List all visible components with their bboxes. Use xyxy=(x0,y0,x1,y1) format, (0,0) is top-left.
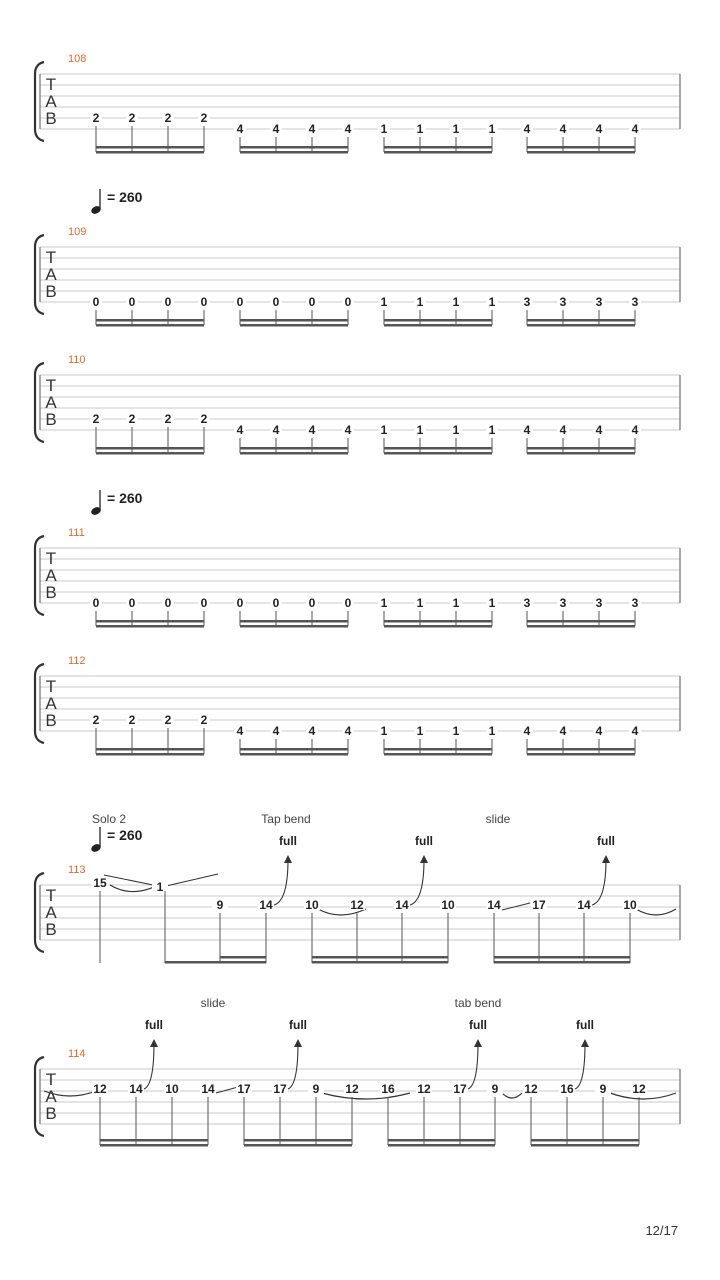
technique-label: Tap bend xyxy=(261,812,311,826)
tempo-marking: = 260 xyxy=(107,490,143,506)
beam xyxy=(100,1139,208,1142)
slide-line xyxy=(166,874,218,886)
bend-arrowhead xyxy=(474,1039,482,1047)
fret-number: 4 xyxy=(272,724,280,738)
fret-number: 1 xyxy=(156,880,164,894)
beam xyxy=(527,319,635,322)
fret-number: 17 xyxy=(532,898,546,912)
tab-letter-t: T xyxy=(45,677,57,696)
fret-number: 3 xyxy=(523,596,531,610)
fret-number: 0 xyxy=(164,596,172,610)
bar-number: 114 xyxy=(68,1048,86,1060)
fret-number: 0 xyxy=(344,596,352,610)
beam xyxy=(384,452,492,455)
beam xyxy=(384,748,492,751)
tie-arc xyxy=(322,1093,410,1099)
fret-number: 4 xyxy=(308,423,316,437)
beam xyxy=(531,1144,639,1147)
bend-arrow xyxy=(410,859,424,905)
fret-number: 14 xyxy=(487,898,501,912)
fret-number: 1 xyxy=(488,423,496,437)
tab-letter-t: T xyxy=(45,1070,57,1089)
tab-letter-a: A xyxy=(45,92,57,111)
staff-system-2 xyxy=(35,354,680,455)
fret-number: 16 xyxy=(560,1082,574,1096)
tab-letter-a: A xyxy=(45,903,57,922)
staff-system-4 xyxy=(35,655,680,756)
beam xyxy=(531,1139,639,1142)
bend-arrow xyxy=(144,1043,154,1089)
fret-number: 2 xyxy=(92,111,100,125)
fret-number: 1 xyxy=(380,122,388,136)
fret-number: 4 xyxy=(308,122,316,136)
fret-number: 14 xyxy=(129,1082,143,1096)
fret-number: 10 xyxy=(305,898,319,912)
fret-number: 14 xyxy=(201,1082,215,1096)
fret-number: 4 xyxy=(631,122,639,136)
fret-number: 0 xyxy=(236,596,244,610)
beam xyxy=(240,753,348,756)
fret-number: 4 xyxy=(523,724,531,738)
beam xyxy=(388,1139,495,1142)
fret-number: 14 xyxy=(395,898,409,912)
fret-number: 10 xyxy=(441,898,455,912)
beam xyxy=(312,956,448,959)
fret-number: 2 xyxy=(92,713,100,727)
fret-number: 4 xyxy=(344,724,352,738)
beam xyxy=(494,956,630,959)
bend-arrowhead xyxy=(150,1039,158,1047)
beam xyxy=(244,1144,352,1147)
staff-system-3 xyxy=(35,490,680,628)
fret-number: 0 xyxy=(128,295,136,309)
fret-number: 1 xyxy=(416,122,424,136)
fret-number: 15 xyxy=(93,876,107,890)
beam xyxy=(384,146,492,149)
tab-letter-b: B xyxy=(45,410,57,429)
tab-letter-a: A xyxy=(45,1087,57,1106)
tab-letter-b: B xyxy=(45,920,57,939)
fret-number: 0 xyxy=(344,295,352,309)
tie-arc xyxy=(636,909,676,915)
beam xyxy=(96,447,204,450)
beam xyxy=(240,151,348,154)
fret-number: 17 xyxy=(273,1082,287,1096)
tempo-marking: = 260 xyxy=(107,827,143,843)
fret-number: 0 xyxy=(200,295,208,309)
beam xyxy=(220,956,266,959)
fret-number: 12 xyxy=(417,1082,431,1096)
fret-number: 2 xyxy=(128,111,136,125)
fret-number: 0 xyxy=(92,295,100,309)
tab-letter-t: T xyxy=(45,75,57,94)
fret-number: 2 xyxy=(200,713,208,727)
beam xyxy=(384,625,492,628)
beam xyxy=(96,625,204,628)
tab-letter-b: B xyxy=(45,109,57,128)
fret-number: 4 xyxy=(308,724,316,738)
beam xyxy=(240,625,348,628)
tab-letter-b: B xyxy=(45,583,57,602)
fret-number: 1 xyxy=(452,295,460,309)
fret-number: 9 xyxy=(599,1082,607,1096)
bend-label: full xyxy=(279,834,297,848)
bend-arrow xyxy=(274,859,288,905)
fret-number: 3 xyxy=(595,596,603,610)
fret-number: 1 xyxy=(380,596,388,610)
fret-number: 9 xyxy=(312,1082,320,1096)
fret-number: 4 xyxy=(559,724,567,738)
fret-number: 4 xyxy=(523,122,531,136)
tab-letter-b: B xyxy=(45,282,57,301)
fret-number: 4 xyxy=(559,122,567,136)
tab-letter-t: T xyxy=(45,549,57,568)
beam xyxy=(494,961,630,964)
fret-number: 1 xyxy=(488,724,496,738)
beam xyxy=(96,151,204,154)
beam xyxy=(96,753,204,756)
fret-number: 3 xyxy=(595,295,603,309)
fret-number: 0 xyxy=(128,596,136,610)
beam xyxy=(527,324,635,327)
fret-number: 1 xyxy=(380,423,388,437)
fret-number: 1 xyxy=(452,122,460,136)
fret-number: 4 xyxy=(631,423,639,437)
fret-number: 3 xyxy=(631,596,639,610)
beam xyxy=(96,620,204,623)
tab-letter-t: T xyxy=(45,376,57,395)
fret-number: 2 xyxy=(92,412,100,426)
bend-arrowhead xyxy=(294,1039,302,1047)
beam xyxy=(165,961,266,964)
fret-number: 4 xyxy=(236,423,244,437)
fret-number: 0 xyxy=(308,596,316,610)
beam xyxy=(527,620,635,623)
tab-letter-a: A xyxy=(45,694,57,713)
beam xyxy=(100,1144,208,1147)
beam xyxy=(384,620,492,623)
beam xyxy=(384,151,492,154)
tab-letter-t: T xyxy=(45,248,57,267)
fret-number: 9 xyxy=(216,898,224,912)
bend-arrow xyxy=(468,1043,478,1089)
tie-arc xyxy=(110,885,154,892)
fret-number: 16 xyxy=(381,1082,395,1096)
beam xyxy=(96,748,204,751)
bar-number: 109 xyxy=(68,226,87,238)
fret-number: 3 xyxy=(523,295,531,309)
fret-number: 4 xyxy=(236,724,244,738)
tab-letter-b: B xyxy=(45,711,57,730)
beam xyxy=(96,319,204,322)
fret-number: 1 xyxy=(488,295,496,309)
bend-label: full xyxy=(145,1018,163,1032)
bar-number: 110 xyxy=(68,354,86,366)
bend-arrow xyxy=(592,859,606,905)
fret-number: 3 xyxy=(631,295,639,309)
technique-label: slide xyxy=(485,812,511,826)
bend-arrow xyxy=(575,1043,585,1089)
beam xyxy=(244,1139,352,1142)
fret-number: 12 xyxy=(93,1082,107,1096)
solo-label: Solo 2 xyxy=(92,812,127,826)
fret-number: 12 xyxy=(524,1082,538,1096)
fret-number: 17 xyxy=(237,1082,251,1096)
beam xyxy=(96,146,204,149)
fret-number: 0 xyxy=(92,596,100,610)
bar-number: 113 xyxy=(68,864,86,876)
fret-number: 4 xyxy=(344,423,352,437)
fret-number: 1 xyxy=(416,596,424,610)
bend-label: full xyxy=(415,834,433,848)
fret-number: 0 xyxy=(272,295,280,309)
page-number: 12/17 xyxy=(645,1223,678,1238)
staff-system-0 xyxy=(35,53,680,154)
beam xyxy=(527,151,635,154)
fret-number: 4 xyxy=(236,122,244,136)
fret-number: 4 xyxy=(523,423,531,437)
bend-label: full xyxy=(597,834,615,848)
slide-line xyxy=(104,875,158,886)
bend-arrowhead xyxy=(581,1039,589,1047)
bend-label: full xyxy=(576,1018,594,1032)
fret-number: 4 xyxy=(595,122,603,136)
fret-number: 1 xyxy=(380,724,388,738)
tie-arc xyxy=(502,1093,522,1098)
fret-number: 1 xyxy=(452,724,460,738)
fret-number: 1 xyxy=(416,423,424,437)
bar-number: 108 xyxy=(68,53,87,65)
beam xyxy=(96,324,204,327)
bend-arrowhead xyxy=(602,855,610,863)
bend-arrowhead xyxy=(284,855,292,863)
fret-number: 2 xyxy=(164,713,172,727)
fret-number: 1 xyxy=(452,423,460,437)
beam xyxy=(384,319,492,322)
fret-number: 2 xyxy=(200,412,208,426)
fret-number: 10 xyxy=(623,898,637,912)
fret-number: 4 xyxy=(272,423,280,437)
fret-number: 1 xyxy=(416,724,424,738)
staff-system-5 xyxy=(35,812,680,964)
beam xyxy=(240,324,348,327)
beam xyxy=(384,447,492,450)
fret-number: 9 xyxy=(491,1082,499,1096)
beam xyxy=(527,146,635,149)
fret-number: 2 xyxy=(164,412,172,426)
beam xyxy=(527,447,635,450)
beam xyxy=(240,620,348,623)
bend-arrow xyxy=(288,1043,298,1089)
beam xyxy=(240,146,348,149)
fret-number: 1 xyxy=(416,295,424,309)
fret-number: 4 xyxy=(595,724,603,738)
fret-number: 2 xyxy=(164,111,172,125)
fret-number: 3 xyxy=(559,596,567,610)
fret-number: 0 xyxy=(200,596,208,610)
beam xyxy=(240,748,348,751)
bend-label: full xyxy=(289,1018,307,1032)
fret-number: 2 xyxy=(128,713,136,727)
bar-number: 111 xyxy=(68,527,85,539)
beam xyxy=(527,753,635,756)
fret-number: 4 xyxy=(272,122,280,136)
fret-number: 4 xyxy=(631,724,639,738)
fret-number: 12 xyxy=(350,898,364,912)
fret-number: 12 xyxy=(345,1082,359,1096)
beam xyxy=(384,324,492,327)
slide-line xyxy=(216,1087,238,1093)
beam xyxy=(240,447,348,450)
beam xyxy=(384,753,492,756)
technique-label: slide xyxy=(200,996,226,1010)
fret-number: 12 xyxy=(632,1082,646,1096)
fret-number: 0 xyxy=(272,596,280,610)
bend-label: full xyxy=(469,1018,487,1032)
fret-number: 4 xyxy=(344,122,352,136)
fret-number: 2 xyxy=(200,111,208,125)
technique-label: tab bend xyxy=(454,996,502,1010)
fret-number: 4 xyxy=(595,423,603,437)
fret-number: 0 xyxy=(236,295,244,309)
bend-arrowhead xyxy=(420,855,428,863)
beam xyxy=(312,961,448,964)
beam xyxy=(527,452,635,455)
tab-letter-a: A xyxy=(45,566,57,585)
fret-number: 3 xyxy=(559,295,567,309)
tempo-marking: = 260 xyxy=(107,189,143,205)
fret-number: 0 xyxy=(164,295,172,309)
beam xyxy=(527,625,635,628)
fret-number: 1 xyxy=(452,596,460,610)
fret-number: 0 xyxy=(308,295,316,309)
fret-number: 1 xyxy=(488,596,496,610)
beam xyxy=(96,452,204,455)
fret-number: 14 xyxy=(577,898,591,912)
fret-number: 17 xyxy=(453,1082,467,1096)
fret-number: 4 xyxy=(559,423,567,437)
tab-letter-b: B xyxy=(45,1104,57,1123)
beam xyxy=(527,748,635,751)
beam xyxy=(240,319,348,322)
tab-letter-a: A xyxy=(45,393,57,412)
fret-number: 10 xyxy=(165,1082,179,1096)
fret-number: 14 xyxy=(259,898,273,912)
fret-number: 1 xyxy=(488,122,496,136)
staff-system-6 xyxy=(35,996,680,1147)
tab-letter-a: A xyxy=(45,265,57,284)
staff-system-1 xyxy=(35,189,680,327)
beam xyxy=(240,452,348,455)
beam xyxy=(388,1144,495,1147)
tab-letter-t: T xyxy=(45,886,57,905)
fret-number: 1 xyxy=(380,295,388,309)
fret-number: 2 xyxy=(128,412,136,426)
bar-number: 112 xyxy=(68,655,86,667)
